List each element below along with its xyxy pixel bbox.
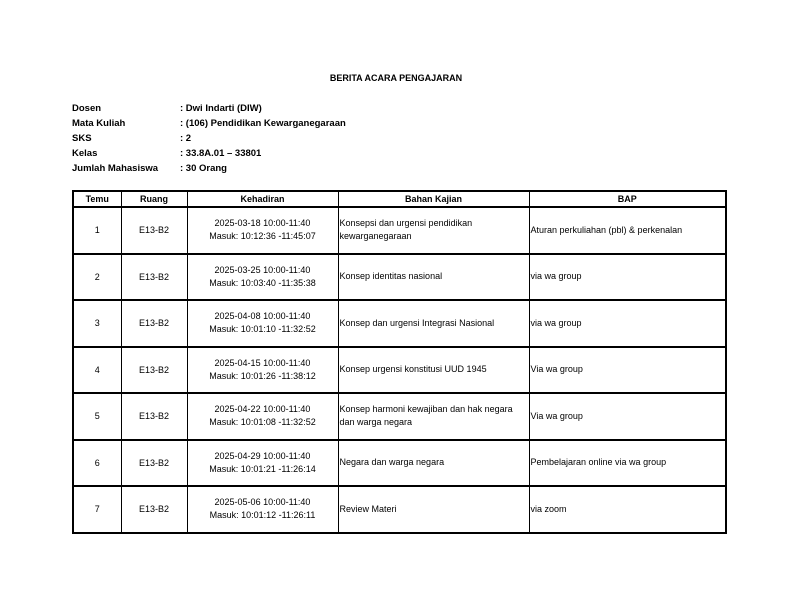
kehadiran-masuk: Masuk: 10:03:40 -11:35:38	[209, 277, 316, 288]
info-label: Jumlah Mahasiswa	[72, 163, 159, 174]
kehadiran-masuk: Masuk: 10:01:10 -11:32:52	[209, 324, 316, 335]
info-row-kelas	[72, 146, 346, 161]
cell-temu: 4	[73, 347, 121, 394]
cell-ruang: E13-B2	[121, 207, 187, 254]
table-header-row	[73, 191, 726, 207]
cell-ruang: E13-B2	[121, 347, 187, 394]
cell-bahan-kajian: Konsep dan urgensi Integrasi Nasional	[338, 300, 529, 347]
header-bap: BAP	[529, 191, 726, 207]
kehadiran-masuk: Masuk: 10:12:36 -11:45:07	[209, 231, 316, 242]
kehadiran-masuk: Masuk: 10:01:21 -11:26:14	[209, 463, 316, 474]
cell-bap: via zoom	[529, 486, 726, 533]
info-row-jumlah-mahasiswa	[72, 161, 346, 176]
cell-ruang: E13-B2	[121, 440, 187, 487]
kehadiran-jadwal: 2025-03-18 10:00-11:40	[214, 218, 311, 229]
kehadiran-masuk: Masuk: 10:01:26 -11:38:12	[209, 370, 316, 381]
cell-bap: Via wa group	[529, 347, 726, 394]
kehadiran-masuk: Masuk: 10:01:08 -11:32:52	[209, 417, 316, 428]
info-value: : 2	[180, 133, 192, 144]
table-row	[73, 393, 726, 440]
info-row-dosen	[72, 101, 346, 116]
kehadiran-jadwal: 2025-04-29 10:00-11:40	[214, 450, 311, 461]
cell-temu: 3	[73, 300, 121, 347]
course-info	[72, 101, 346, 176]
header-temu: Temu	[73, 191, 121, 207]
cell-bap: via wa group	[529, 300, 726, 347]
cell-kehadiran	[187, 254, 338, 301]
kehadiran-jadwal: 2025-04-15 10:00-11:40	[214, 357, 311, 368]
cell-temu: 2	[73, 254, 121, 301]
info-label: Kelas	[72, 148, 98, 159]
cell-kehadiran	[187, 300, 338, 347]
cell-bahan-kajian: Konsep harmoni kewajiban dan hak negara dan warga negara	[338, 393, 529, 440]
cell-temu: 6	[73, 440, 121, 487]
cell-bahan-kajian: Konsepsi dan urgensi pendidikan kewarganegaraan	[338, 207, 529, 254]
info-label: Mata Kuliah	[72, 118, 126, 129]
cell-kehadiran	[187, 440, 338, 487]
header-kehadiran: Kehadiran	[187, 191, 338, 207]
cell-ruang: E13-B2	[121, 300, 187, 347]
header-ruang: Ruang	[121, 191, 187, 207]
cell-ruang: E13-B2	[121, 254, 187, 301]
kehadiran-jadwal: 2025-04-22 10:00-11:40	[214, 404, 311, 415]
info-value: : Dwi Indarti (DIW)	[180, 103, 262, 114]
info-value: : 33.8A.01 – 33801	[180, 148, 262, 159]
info-value: : 30 Orang	[180, 163, 227, 174]
table-row	[73, 254, 726, 301]
table-row	[73, 440, 726, 487]
kehadiran-jadwal: 2025-03-25 10:00-11:40	[214, 264, 311, 275]
attendance-table	[72, 190, 727, 534]
cell-ruang: E13-B2	[121, 393, 187, 440]
kehadiran-jadwal: 2025-05-06 10:00-11:40	[214, 497, 311, 508]
cell-bahan-kajian: Review Materi	[338, 486, 529, 533]
kehadiran-masuk: Masuk: 10:01:12 -11:26:11	[209, 510, 316, 521]
table-row	[73, 347, 726, 394]
info-label: Dosen	[72, 103, 102, 114]
cell-bap: Via wa group	[529, 393, 726, 440]
table-row	[73, 300, 726, 347]
document-title: BERITA ACARA PENGAJARAN	[329, 73, 463, 83]
cell-kehadiran	[187, 486, 338, 533]
cell-bahan-kajian: Negara dan warga negara	[338, 440, 529, 487]
cell-kehadiran	[187, 393, 338, 440]
info-value: : (106) Pendidikan Kewarganegaraan	[180, 118, 346, 129]
cell-bap: via wa group	[529, 254, 726, 301]
cell-temu: 7	[73, 486, 121, 533]
table-row	[73, 486, 726, 533]
header-bahan-kajian: Bahan Kajian	[338, 191, 529, 207]
cell-bap: Aturan perkuliahan (pbl) & perkenalan	[529, 207, 726, 254]
table-row	[73, 207, 726, 254]
cell-bap: Pembelajaran online via wa group	[529, 440, 726, 487]
cell-bahan-kajian: Konsep urgensi konstitusi UUD 1945	[338, 347, 529, 394]
info-row-mata-kuliah	[72, 116, 346, 131]
cell-temu: 5	[73, 393, 121, 440]
cell-temu: 1	[73, 207, 121, 254]
info-label: SKS	[72, 133, 92, 144]
info-row-sks	[72, 131, 346, 146]
kehadiran-jadwal: 2025-04-08 10:00-11:40	[214, 311, 311, 322]
cell-kehadiran	[187, 207, 338, 254]
cell-ruang: E13-B2	[121, 486, 187, 533]
cell-bahan-kajian: Konsep identitas nasional	[338, 254, 529, 301]
cell-kehadiran	[187, 347, 338, 394]
